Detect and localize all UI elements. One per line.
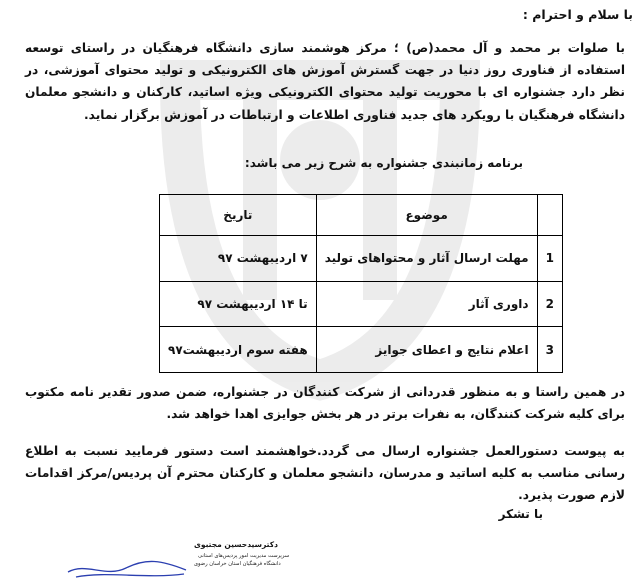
row-number: 2: [537, 281, 562, 327]
program-intro: برنامه زمانبندی جشنواره به شرح زیر می باشد:: [244, 156, 523, 170]
schedule-header-row: [160, 195, 563, 236]
row-date: تا ۱۴ اردیبهشت ۹۷: [160, 281, 317, 327]
row-date: هفته سوم اردیبهشت۹۷: [160, 327, 317, 373]
row-number: 3: [537, 327, 562, 373]
row-number: 1: [537, 236, 562, 282]
row-subject: مهلت ارسال آثار و محتواهای تولید: [316, 236, 537, 282]
signature-title-line-1: سرپرست مدیریت امور پردیس‌های استانی: [198, 553, 290, 559]
header-subject: موضوع: [316, 195, 537, 236]
signature-name: دکترسیدحسین مجتبوی: [194, 540, 278, 549]
row-subject: اعلام نتایج و اعطای جوایز: [316, 327, 537, 373]
table-row: [160, 236, 563, 282]
header-date: تاریخ: [160, 195, 317, 236]
signature-title-line-2: دانشگاه فرهنگیان استان خراسان رضوی: [194, 561, 281, 567]
schedule-table: [159, 194, 563, 373]
signature-scribble: [68, 561, 186, 577]
table-row: [160, 281, 563, 327]
row-subject: داوری آثار: [316, 281, 537, 327]
closing-paragraph-1: در همین راستا و به منظور قدردانی از شرکت کنندگان در جشنواره، ضمن صدور تقدیر نامه مکتوب برای کلیه شرکت کنندگان، به نفرات برتر در هر بخش جوایزی اهدا خواهد شد.: [25, 385, 625, 422]
intro-paragraph: با صلوات بر محمد و آل محمد(ص) ؛ مرکز هوشمند سازی دانشگاه فرهنگیان در راستای توسعه استفاده از فناوری روز دنیا در جهت گسترش آموزش های الکترونیکی و تولید محتوای آموزشی، در نظر دارد جشنواره ای با محوریت تولید محتوای الکترونیکی ویژه اساتید، کارکنان و دانشجو معلمان دانشگاه فرهنگیان با رویکرد های جدید فناوری اطلاعات و ارتباطات در آموزش برگزار نماید.: [25, 41, 625, 122]
thanks-line: با تشکر: [498, 507, 543, 521]
table-row: [160, 327, 563, 373]
header-number: [537, 195, 562, 236]
closing-paragraph-2: به پیوست دستورالعمل جشنواره ارسال می گردد.خواهشمند است دستور فرمایید نسبت به اطلاع رسانی مناسب به کلیه اساتید و مدرسان، دانشجو معلمان و کارکنان محترم آن پردیس/مرکز اقدامات لازم صورت پذیرد.: [25, 444, 625, 503]
greeting-line: با سلام و احترام :: [522, 7, 633, 22]
signature-block: [66, 538, 290, 582]
row-date: ۷ اردیبهشت ۹۷: [160, 236, 317, 282]
